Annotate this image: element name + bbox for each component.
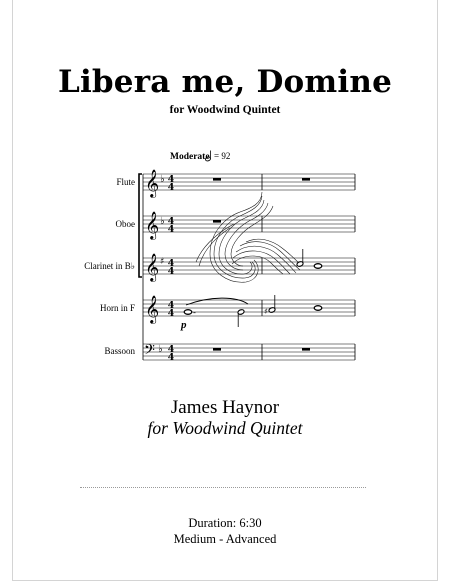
clarinet-notes [296, 249, 322, 268]
time-signature [168, 174, 175, 363]
svg-text:4: 4 [167, 258, 175, 269]
svg-text:4: 4 [167, 216, 175, 227]
dynamic-marking: p [181, 319, 187, 331]
svg-text:4: 4 [167, 266, 175, 277]
staff-clarinet [143, 258, 355, 274]
page-title: Libera me, Domine [57, 64, 393, 100]
bass-clef-icon: 𝄢 [144, 342, 155, 362]
system-bracket [139, 174, 142, 277]
flat-key-icon: ♭ [160, 216, 165, 227]
svg-text:4: 4 [167, 224, 175, 235]
flat-key-icon: ♭ [160, 174, 165, 185]
svg-text:4: 4 [167, 300, 175, 311]
instrument-label-horn: Horn in F [99, 303, 135, 313]
dotted-divider [80, 487, 366, 488]
svg-text:4: 4 [167, 352, 175, 363]
svg-text:4: 4 [167, 182, 175, 193]
flat-key-icon: ♭ [158, 344, 163, 355]
difficulty-text: Medium - Advanced [173, 532, 277, 546]
svg-text:4: 4 [167, 308, 175, 319]
svg-text:4: 4 [167, 344, 175, 355]
composer-name: James Haynor [170, 397, 280, 418]
tempo-marking: Moderate [170, 152, 210, 162]
treble-clef-icon: 𝄞 [145, 211, 160, 239]
treble-clef-icon: 𝄞 [145, 295, 160, 323]
composer-subtitle: for Woodwind Quintet [147, 418, 303, 438]
instrument-label-flute: Flute [116, 177, 135, 187]
svg-text:4: 4 [167, 174, 175, 185]
duration-text: Duration: 6:30 [188, 516, 262, 530]
staff-bassoon [143, 344, 355, 360]
staff-oboe [143, 216, 355, 232]
svg-text:♯: ♯ [264, 307, 268, 316]
swirl-decoration [196, 192, 302, 282]
measure-barlines [262, 174, 355, 360]
instrument-label-oboe: Oboe [115, 219, 135, 229]
instrument-label-clarinet: Clarinet in B♭ [84, 261, 135, 271]
score-excerpt [0, 140, 450, 370]
staff-flute [143, 174, 355, 190]
whole-rests [213, 178, 310, 351]
treble-clef-icon: 𝄞 [145, 169, 160, 197]
tempo-value: = 92 [214, 151, 231, 161]
page-subtitle: for Woodwind Quintet [169, 104, 281, 116]
staff-horn [143, 300, 355, 316]
instrument-label-bassoon: Bassoon [104, 346, 135, 356]
svg-text:-: - [193, 308, 196, 317]
treble-clef-icon: 𝄞 [145, 253, 160, 281]
sharp-key-icon: ♯ [160, 257, 165, 267]
